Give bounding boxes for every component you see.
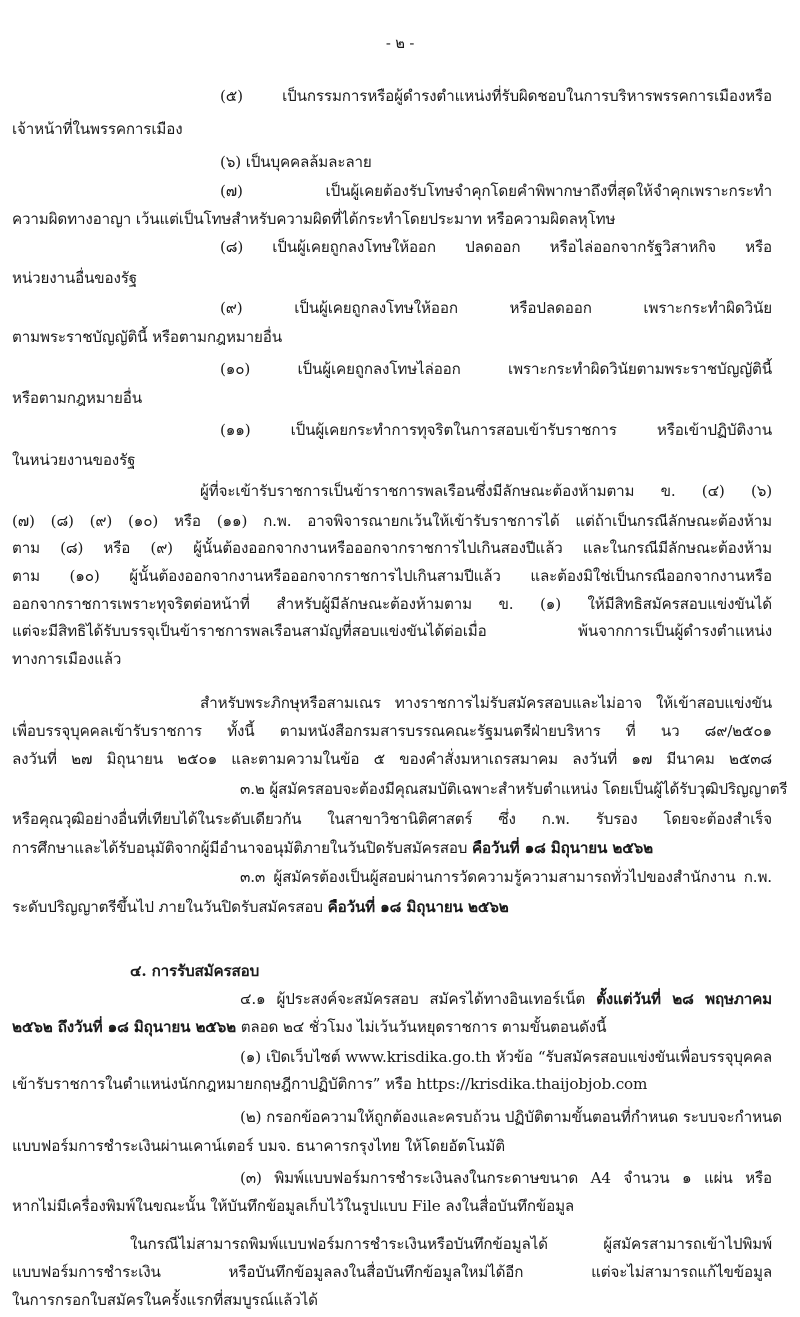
paragraph-line: (๘) เป็นผู้เคยถูกลงโทษให้ออก ปลดออก หรือไล่ออกจากรัฐวิสาหกิจ หรือ [220, 238, 772, 256]
paragraph-line: (๑๑) เป็นผู้เคยกระทำการทุจริตในการสอบเข้ารับราชการ หรือเข้าปฏิบัติงาน [220, 421, 772, 439]
paragraph-line: ลงวันที่ ๒๗ มิถุนายน ๒๕๐๑ และตามความในข้อ ๕ ของคำสั่งมหาเถรสมาคม ลงวันที่ ๑๗ มีนาคม ๒๕๓๘ [12, 750, 772, 768]
paragraph-line: ผู้ที่จะเข้ารับราชการเป็นข้าราชการพลเรือนซึ่งมีลักษณะต้องห้ามตาม ข. (๔) (๖) [200, 482, 772, 500]
deadline-text: คือวันที่ ๑๘ มิถุนายน ๒๕๖๒ [471, 839, 653, 857]
paragraph-line: ตาม (๘) หรือ (๙) ผู้นั้นต้องออกจากงานหรือออกจากราชการไปเกินสองปีแล้ว และในกรณีมีลักษณะต้องห้าม [12, 539, 772, 557]
paragraph-line: (๖) เป็นบุคคลล้มละลาย [220, 153, 372, 171]
paragraph-line: ทางการเมืองแล้ว [12, 650, 122, 668]
paragraph-line: ในกรณีไม่สามารถพิมพ์แบบฟอร์มการชำระเงินหรือบันทึกข้อมูลได้ ผู้สมัครสามารถเข้าไปพิมพ์ [130, 1235, 772, 1253]
paragraph-line: ๔.๑ ผู้ประสงค์จะสมัครสอบ สมัครได้ทางอินเทอร์เน็ต ตั้งแต่วันที่ ๒๘ พฤษภาคม [240, 990, 772, 1008]
paragraph-line: แบบฟอร์มการชำระเงินผ่านเคาน์เตอร์ บมจ. ธนาคารกรุงไทย ให้โดยอัตโนมัติ [12, 1137, 505, 1155]
paragraph-line: ๓.๒ ผู้สมัครสอบจะต้องมีคุณสมบัติเฉพาะสำหรับตำแหน่ง โดยเป็นผู้ได้รับวุฒิปริญญาตรี [240, 780, 788, 798]
period-text: ตั้งแต่วันที่ ๒๘ พฤษภาคม [596, 990, 772, 1008]
paragraph-line: ในหน่วยงานของรัฐ [12, 451, 136, 469]
paragraph-line: ความผิดทางอาญา เว้นแต่เป็นโทษสำหรับความผิดที่ได้กระทำโดยประมาท หรือความผิดลหุโทษ [12, 210, 616, 228]
paragraph-line: เพื่อบรรจุบุคคลเข้ารับราชการ ทั้งนี้ ตามหนังสือกรมสารบรรณคณะรัฐมนตรีฝ่ายบริหาร ที่ นว ๘๙/๒๕๐๑ [12, 722, 772, 740]
paragraph-line: ระดับปริญญาตรีขึ้นไป ภายในวันปิดรับสมัครสอบ คือวันที่ ๑๘ มิถุนายน ๒๕๖๒ [12, 898, 509, 916]
paragraph-line: แบบฟอร์มการชำระเงิน หรือบันทึกข้อมูลลงในสื่อบันทึกข้อมูลใหม่ได้อีก แต่จะไม่สามารถแก้ไขข้อมูล [12, 1263, 772, 1281]
paragraph-line: (๗) (๘) (๙) (๑๐) หรือ (๑๑) ก.พ. อาจพิจารณายกเว้นให้เข้ารับราชการได้ แต่ถ้าเป็นกรณีลักษณะต้องห้าม [12, 512, 772, 530]
paragraph-line: (๑๐) เป็นผู้เคยถูกลงโทษไล่ออก เพราะกระทำผิดวินัยตามพระราชบัญญัตินี้ [220, 360, 772, 378]
paragraph-line: หรือตามกฎหมายอื่น [12, 389, 142, 407]
paragraph-line: (๙) เป็นผู้เคยถูกลงโทษให้ออก หรือปลดออก เพราะกระทำผิดวินัย [220, 299, 772, 317]
paragraph-line: หรือคุณวุฒิอย่างอื่นที่เทียบได้ในระดับเดียวกัน ในสาขาวิชานิติศาสตร์ ซึ่ง ก.พ. รับรอง โดยจะต้องสำเร็จ [12, 810, 772, 828]
paragraph-line: (๗) เป็นผู้เคยต้องรับโทษจำคุกโดยคำพิพากษาถึงที่สุดให้จำคุกเพราะกระทำ [220, 182, 772, 200]
paragraph-line: ตามพระราชบัญญัตินี้ หรือตามกฎหมายอื่น [12, 328, 283, 346]
paragraph-line: เข้ารับราชการในตำแหน่งนักกฎหมายกฤษฎีกาปฏิบัติการ” หรือ https://krisdika.thaijobjob.com [12, 1075, 648, 1093]
paragraph-line: (๑) เปิดเว็บไซต์ www.krisdika.go.th หัวข้อ “รับสมัครสอบแข่งขันเพื่อบรรจุบุคคล [240, 1048, 772, 1066]
paragraph-line: หน่วยงานอื่นของรัฐ [12, 269, 138, 287]
paragraph-line: การศึกษาและได้รับอนุมัติจากผู้มีอำนาจอนุมัติภายในวันปิดรับสมัครสอบ คือวันที่ ๑๘ มิถุนายน ๒๕๖๒ [12, 839, 653, 857]
paragraph-line: (๓) พิมพ์แบบฟอร์มการชำระเงินลงในกระดาษขนาด A4 จำนวน ๑ แผ่น หรือ [240, 1169, 772, 1187]
deadline-text: คือวันที่ ๑๘ มิถุนายน ๒๕๖๒ [327, 898, 509, 916]
section-heading: ๔. การรับสมัครสอบ [130, 962, 260, 980]
paragraph-line: ในการกรอกใบสมัครในครั้งแรกที่สมบูรณ์แล้วได้ [12, 1291, 318, 1309]
paragraph-line: ออกจากราชการเพราะทุจริตต่อหน้าที่ สำหรับผู้มีลักษณะต้องห้ามตาม ข. (๑) ให้มีสิทธิสมัครสอบแข่งขันได้ [12, 595, 772, 613]
paragraph-line: แต่จะมีสิทธิได้รับบรรจุเป็นข้าราชการพลเรือนสามัญที่สอบแข่งขันได้ต่อเมื่อ พ้นจากการเป็นผู้ดำรงตำแหน่ง [12, 622, 772, 640]
paragraph-line: ๒๕๖๒ ถึงวันที่ ๑๘ มิถุนายน ๒๕๖๒ ตลอด ๒๔ ชั่วโมง ไม่เว้นวันหยุดราชการ ตามขั้นตอนดังนี้ [12, 1018, 607, 1036]
period-text: ๒๕๖๒ ถึงวันที่ ๑๘ มิถุนายน ๒๕๖๒ [12, 1018, 237, 1036]
paragraph-line: ๓.๓ ผู้สมัครต้องเป็นผู้สอบผ่านการวัดความรู้ความสามารถทั่วไปของสำนักงาน ก.พ. [240, 868, 772, 886]
paragraph-line: ตาม (๑๐) ผู้นั้นต้องออกจากงานหรือออกจากราชการไปเกินสามปีแล้ว และต้องมิใช่เป็นกรณีออกจากงานหรือ [12, 567, 772, 585]
page-number: - ๒ - [385, 35, 415, 52]
paragraph-line: เจ้าหน้าที่ในพรรคการเมือง [12, 120, 183, 138]
paragraph-line: (๕) เป็นกรรมการหรือผู้ดำรงตำแหน่งที่รับผิดชอบในการบริหารพรรคการเมืองหรือ [220, 87, 772, 105]
paragraph-line: สำหรับพระภิกษุหรือสามเณร ทางราชการไม่รับสมัครสอบและไม่อาจ ให้เข้าสอบแข่งขัน [200, 694, 772, 712]
paragraph-line: (๒) กรอกข้อความให้ถูกต้องและครบถ้วน ปฏิบัติตามขั้นตอนที่กำหนด ระบบจะกำหนด [240, 1108, 782, 1126]
paragraph-line: หากไม่มีเครื่องพิมพ์ในขณะนั้น ให้บันทึกข้อมูลเก็บไว้ในรูปแบบ File ลงในสื่อบันทึกข้อมูล [12, 1197, 575, 1215]
